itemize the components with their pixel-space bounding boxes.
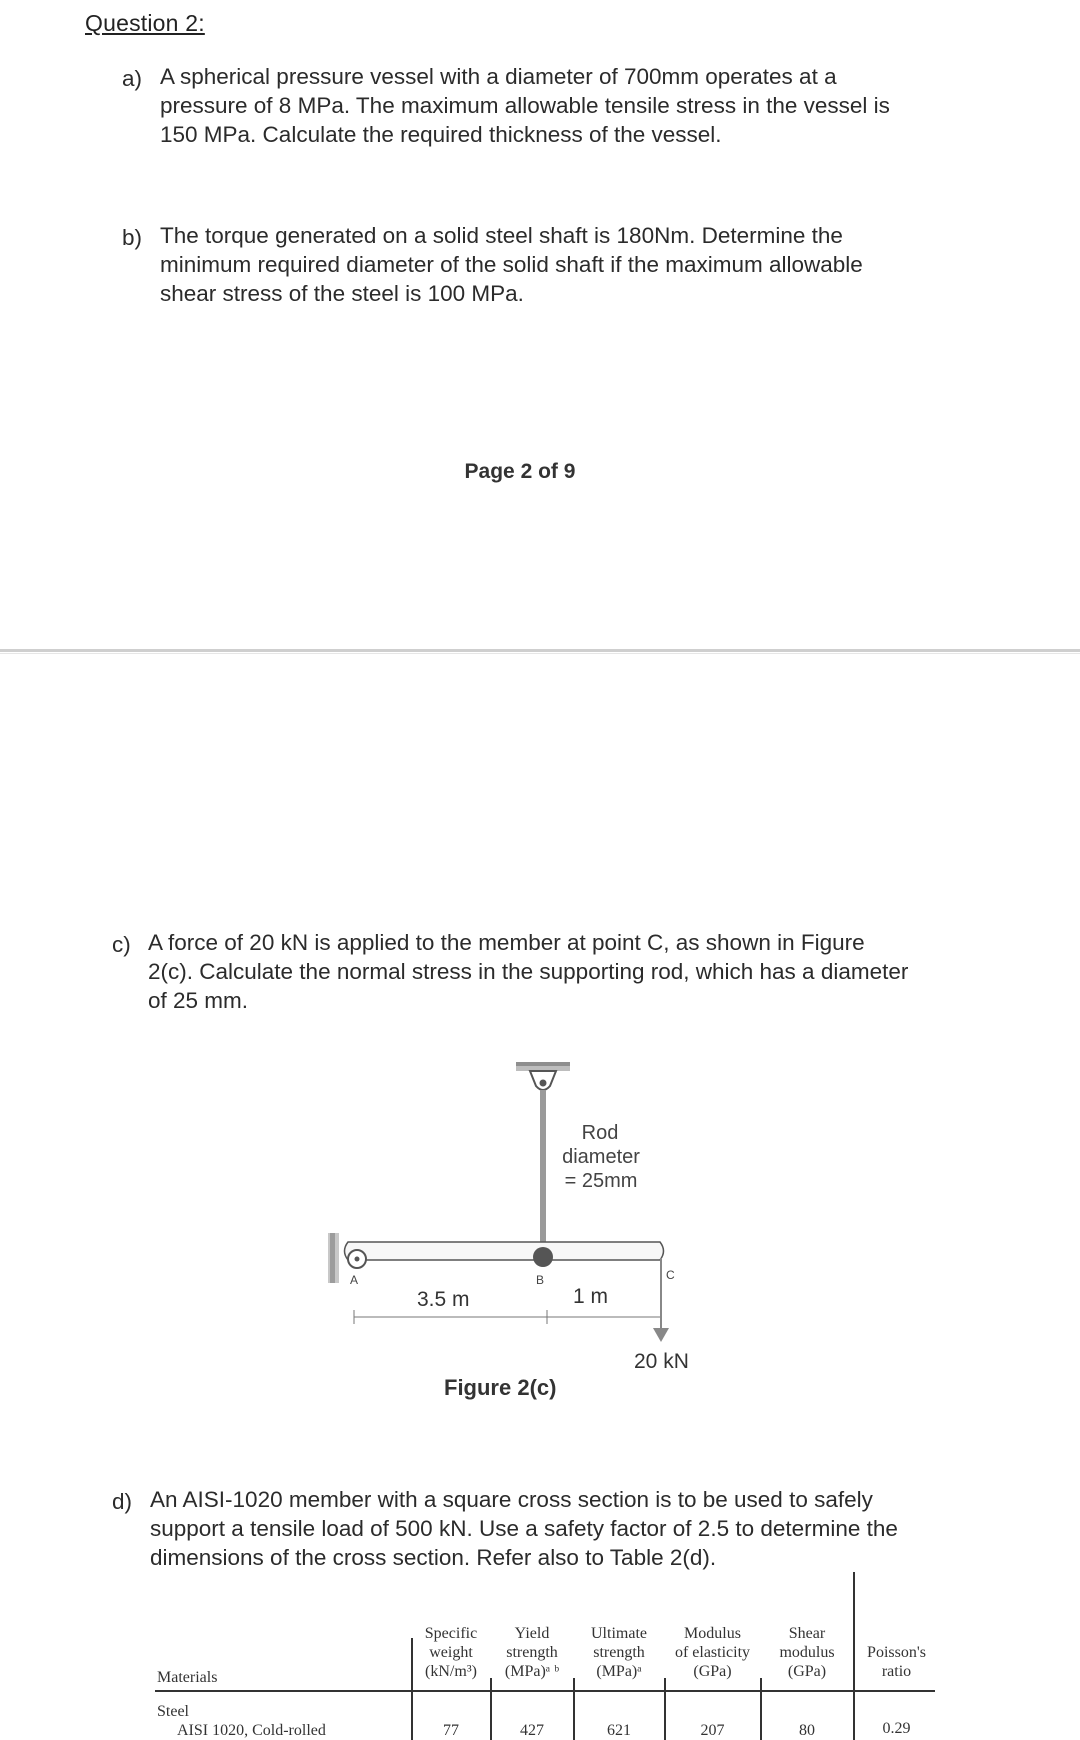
question-d-line: An AISI-1020 member with a square cross section is to be used to safely — [150, 1487, 873, 1512]
dimension-ab-label: 3.5 m — [417, 1288, 470, 1311]
question-d-line: support a tensile load of 500 kN. Use a safety factor of 2.5 to determine the — [150, 1516, 898, 1541]
header-modulus-line: (GPa) — [693, 1663, 732, 1680]
question-c-line: 2(c). Calculate the normal stress in the supporting rod, which has a diameter — [148, 959, 909, 984]
force-label: 20 kN — [634, 1350, 689, 1373]
question-heading: Question 2: — [85, 10, 205, 36]
pin-a-center — [355, 1257, 360, 1262]
question-b-line: minimum required diameter of the solid shaft if the maximum allowable — [160, 252, 863, 277]
wall-hatch — [330, 1233, 335, 1283]
header-specific-weight — [412, 1624, 490, 1681]
question-d-label: d) — [112, 1489, 133, 1514]
header-shear-line: modulus — [779, 1644, 835, 1661]
row-group-steel: Steel — [157, 1703, 189, 1720]
header-materials: Materials — [157, 1669, 218, 1686]
header-yield-line: (MPa)ᵃ ᵇ — [504, 1663, 560, 1680]
page-number: Page 2 of 9 — [464, 460, 576, 483]
header-poisson — [854, 1643, 939, 1681]
material-properties-table — [0, 1570, 1080, 1740]
question-b-line: shear stress of the steel is 100 MPa. — [160, 281, 524, 306]
header-yield-line: Yield — [514, 1625, 550, 1642]
point-a-label: A — [350, 1273, 359, 1287]
header-modulus — [665, 1624, 760, 1681]
header-yield-line: strength — [506, 1644, 558, 1661]
dimension-bc-label: 1 m — [573, 1285, 609, 1308]
beam-member — [345, 1242, 664, 1260]
header-shear-line: Shear — [788, 1625, 826, 1642]
cell-ultimate: 621 — [607, 1722, 631, 1739]
header-poisson-line: Poisson's — [867, 1644, 926, 1661]
ceiling-hatch — [516, 1062, 570, 1066]
header-modulus-line: Modulus — [684, 1625, 741, 1642]
table-header-rule — [155, 1690, 935, 1692]
cell-poisson: 0.29 — [882, 1720, 911, 1737]
cell-shear: 80 — [799, 1722, 815, 1739]
header-poisson-line: ratio — [881, 1663, 912, 1680]
header-shear-line: (GPa) — [787, 1663, 827, 1680]
question-a-line: 150 MPa. Calculate the required thickness of the vessel. — [160, 122, 722, 147]
figure-caption: Figure 2(c) — [444, 1375, 557, 1400]
header-ultimate-line: strength — [593, 1644, 645, 1661]
rod-label-line1: Rod — [581, 1122, 619, 1144]
question-b-label: b) — [122, 225, 143, 250]
header-ultimate-line: Ultimate — [591, 1625, 647, 1642]
support-rod — [540, 1090, 546, 1257]
header-specific-weight-line: Specific — [424, 1625, 478, 1642]
force-arrow-head — [653, 1328, 669, 1342]
header-specific-weight-line: weight — [429, 1644, 473, 1661]
rod-label-line2: diameter — [562, 1146, 640, 1168]
cell-yield: 427 — [520, 1722, 544, 1739]
question-b-line: The torque generated on a solid steel shaft is 180Nm. Determine the — [160, 223, 843, 248]
header-modulus-line: of elasticity — [674, 1644, 751, 1661]
cell-modulus: 207 — [700, 1722, 725, 1739]
question-c-label: c) — [112, 932, 131, 957]
question-a-label: a) — [122, 66, 143, 91]
point-c-label: C — [666, 1268, 675, 1282]
header-specific-weight-line: (kN/m³) — [425, 1663, 477, 1680]
header-yield — [491, 1624, 573, 1681]
question-d-line: dimensions of the cross section. Refer also to Table 2(d). — [150, 1545, 717, 1570]
header-ultimate-line: (MPa)ᵃ — [596, 1663, 642, 1680]
row-material-name: AISI 1020, Cold-rolled — [177, 1722, 326, 1739]
question-a-line: A spherical pressure vessel with a diameter of 700mm operates at a — [160, 64, 837, 89]
rod-top-pin — [540, 1080, 547, 1087]
rod-label-line3: = 25mm — [564, 1170, 638, 1192]
pin-b — [533, 1247, 553, 1267]
cell-specific-weight: 77 — [443, 1722, 459, 1739]
question-a-line: pressure of 8 MPa. The maximum allowable tensile stress in the vessel is — [160, 93, 890, 118]
question-c-line: A force of 20 kN is applied to the member at point C, as shown in Figure — [148, 930, 865, 955]
header-ultimate — [574, 1624, 664, 1681]
header-shear — [761, 1624, 853, 1681]
question-c-line: of 25 mm. — [148, 988, 249, 1013]
point-b-label: B — [536, 1273, 545, 1287]
